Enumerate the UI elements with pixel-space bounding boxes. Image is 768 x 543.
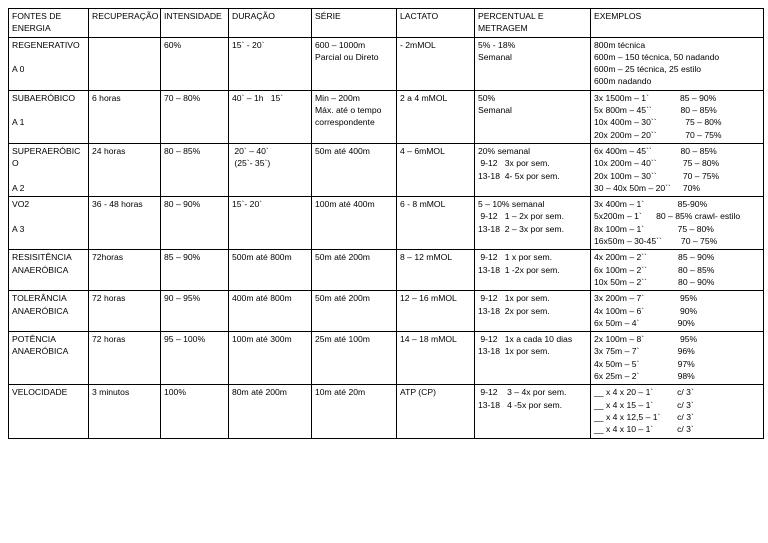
percentual-line: 9-12 1x a cada 10 dias: [478, 334, 573, 345]
fonte-line: O: [12, 158, 19, 169]
exemplos-line: 20x 100m – 30`` 70 – 75%: [594, 170, 720, 181]
cell-exemplos: [591, 90, 764, 143]
cell-percentual: [475, 250, 591, 291]
cell-lactato: [397, 90, 475, 143]
recuperacao-line: 72 horas: [92, 334, 126, 345]
cell-serie: [312, 37, 397, 90]
cell-fonte: [9, 143, 89, 196]
percentual-line: 9-12 1 – 2x por sem.: [478, 211, 564, 222]
header-serie: SÉRIE: [312, 9, 397, 38]
exemplos-line: 600m – 150 técnica, 50 nadando: [594, 51, 720, 62]
exemplos-line: 10x 50m – 2`` 80 – 90%: [594, 276, 715, 287]
cell-percentual: [475, 143, 591, 196]
header-exemplos: EXEMPLOS: [591, 9, 764, 38]
lactato-line: 6 - 8 mMOL: [400, 199, 446, 210]
header-fontes: FONTES DE ENERGIA: [9, 9, 89, 38]
cell-duracao: [229, 197, 312, 250]
exemplos-line: 5x 800m – 45`` 80 – 85%: [594, 105, 717, 116]
percentual-line: 50%: [478, 92, 496, 103]
serie-line: 600 – 1000m: [315, 39, 366, 50]
cell-exemplos: [591, 385, 764, 438]
percentual-line: 13-18 1x por sem.: [478, 346, 550, 357]
fonte-line: ANAERÓBICA: [12, 264, 69, 275]
exemplos-line: 6x 50m – 4` 90%: [594, 317, 695, 328]
cell-serie: [312, 250, 397, 291]
percentual-line: 13-18 4- 5x por sem.: [478, 170, 560, 181]
duracao-line: 40` – 1h 15`: [232, 92, 284, 103]
cell-exemplos: [591, 37, 764, 90]
cell-fonte: [9, 37, 89, 90]
cell-fonte: [9, 90, 89, 143]
serie-line: correspondente: [315, 117, 375, 128]
cell-intensidade: [161, 197, 229, 250]
cell-exemplos: [591, 332, 764, 385]
duracao-line: 100m até 300m: [232, 334, 292, 345]
table-body: [9, 37, 764, 438]
cell-lactato: [397, 385, 475, 438]
cell-recuperacao: [89, 197, 161, 250]
training-zones-table: [8, 8, 764, 439]
table-row: [9, 90, 764, 143]
cell-percentual: [475, 90, 591, 143]
table-row: [9, 291, 764, 332]
cell-lactato: [397, 197, 475, 250]
exemplos-line: 6x 25m – 2` 98%: [594, 371, 695, 382]
duracao-line: 15` - 20`: [232, 39, 265, 50]
fonte-line: POTÊNCIA: [12, 334, 56, 345]
exemplos-line: 600m – 25 técnica, 25 estilo: [594, 64, 702, 75]
exemplos-line: 8x 100m – 1` 75 – 80%: [594, 223, 714, 234]
fonte-line: REGENERATIVO: [12, 39, 80, 50]
cell-duracao: [229, 250, 312, 291]
fonte-line: VELOCIDADE: [12, 387, 68, 398]
exemplos-line: __ x 4 x 10 – 1` c/ 3`: [594, 424, 694, 435]
cell-intensidade: [161, 385, 229, 438]
cell-lactato: [397, 332, 475, 385]
percentual-line: 9-12 3 – 4x por sem.: [478, 387, 567, 398]
exemplos-line: 16x50m – 30-45`` 70 – 75%: [594, 236, 718, 247]
cell-fonte: [9, 250, 89, 291]
cell-exemplos: [591, 197, 764, 250]
cell-percentual: [475, 37, 591, 90]
exemplos-line: 3x 75m – 7` 96%: [594, 346, 695, 357]
header-lactato: LACTATO: [397, 9, 475, 38]
intensidade-line: 80 – 85%: [164, 145, 201, 156]
cell-recuperacao: [89, 385, 161, 438]
lactato-line: 4 – 6mMOL: [400, 145, 445, 156]
percentual-line: 9-12 1x por sem.: [478, 293, 550, 304]
exemplos-line: 600m nadando: [594, 76, 652, 87]
cell-recuperacao: [89, 37, 161, 90]
duracao-line: 500m até 800m: [232, 252, 292, 263]
recuperacao-line: 36 - 48 horas: [92, 199, 143, 210]
fonte-line: A 2: [12, 182, 25, 193]
cell-duracao: [229, 90, 312, 143]
cell-intensidade: [161, 250, 229, 291]
table-row: [9, 385, 764, 438]
recuperacao-line: 24 horas: [92, 145, 126, 156]
cell-intensidade: [161, 37, 229, 90]
percentual-line: 20% semanal: [478, 145, 531, 156]
lactato-line: ATP (CP): [400, 387, 436, 398]
serie-line: Parcial ou Direto: [315, 51, 379, 62]
cell-duracao: [229, 291, 312, 332]
cell-percentual: [475, 385, 591, 438]
fonte-line: SUPERAERÓBIC: [12, 145, 81, 156]
cell-intensidade: [161, 291, 229, 332]
recuperacao-line: [92, 39, 157, 51]
serie-line: Min – 200m: [315, 92, 360, 103]
header-percentual: PERCENTUAL E METRAGEM: [475, 9, 591, 38]
header-intensidade: INTENSIDADE: [161, 9, 229, 38]
fonte-line: SUBAERÓBICO: [12, 92, 76, 103]
intensidade-line: 90 – 95%: [164, 293, 201, 304]
table-row: [9, 143, 764, 196]
table-row: [9, 250, 764, 291]
fonte-line: ANAERÓBICA: [12, 346, 69, 357]
fonte-line: TOLERÂNCIA: [12, 293, 67, 304]
exemplos-line: 5x200m – 1` 80 – 85% crawl- estilo: [594, 211, 741, 222]
exemplos-line: 3x 1500m – 1` 85 – 90%: [594, 92, 717, 103]
header-recuperacao: RECUPERAÇÃO: [89, 9, 161, 38]
exemplos-line: 800m técnica: [594, 39, 646, 50]
duracao-line: 80m até 200m: [232, 387, 287, 398]
cell-serie: [312, 143, 397, 196]
exemplos-line: 4x 50m – 5` 97%: [594, 358, 695, 369]
fonte-line: RESISITÊNCIA: [12, 252, 72, 263]
cell-serie: [312, 291, 397, 332]
intensidade-line: 80 – 90%: [164, 199, 201, 210]
fonte-line: [12, 51, 85, 63]
intensidade-line: 85 – 90%: [164, 252, 201, 263]
cell-lactato: [397, 291, 475, 332]
exemplos-line: __ x 4 x 15 – 1` c/ 3`: [594, 399, 694, 410]
exemplos-line: __ x 4 x 20 – 1` c/ 3`: [594, 387, 694, 398]
cell-lactato: [397, 37, 475, 90]
cell-duracao: [229, 332, 312, 385]
serie-line: 10m até 20m: [315, 387, 366, 398]
duracao-line: 20` – 40`: [232, 145, 269, 156]
cell-serie: [312, 197, 397, 250]
exemplos-line: 10x 400m – 30`` 75 – 80%: [594, 117, 722, 128]
cell-percentual: [475, 332, 591, 385]
cell-exemplos: [591, 143, 764, 196]
cell-percentual: [475, 291, 591, 332]
header-row: [9, 9, 764, 38]
intensidade-line: 95 – 100%: [164, 334, 206, 345]
cell-percentual: [475, 197, 591, 250]
cell-duracao: [229, 385, 312, 438]
cell-fonte: [9, 385, 89, 438]
cell-recuperacao: [89, 332, 161, 385]
fonte-line: A 1: [12, 117, 25, 128]
exemplos-line: 2x 100m – 8` 95%: [594, 334, 698, 345]
cell-lactato: [397, 143, 475, 196]
percentual-line: 13-18 4 -5x por sem.: [478, 399, 563, 410]
cell-lactato: [397, 250, 475, 291]
exemplos-line: 4x 100m – 6` 90%: [594, 305, 698, 316]
fonte-line: A 0: [12, 64, 25, 75]
duracao-line: 400m até 800m: [232, 293, 292, 304]
fonte-line: A 3: [12, 223, 25, 234]
lactato-line: 14 – 18 mMOL: [400, 334, 457, 345]
fonte-line: VO2: [12, 199, 30, 210]
lactato-line: 12 – 16 mMOL: [400, 293, 457, 304]
table-row: [9, 197, 764, 250]
table-row: [9, 332, 764, 385]
cell-recuperacao: [89, 250, 161, 291]
cell-serie: [312, 90, 397, 143]
cell-intensidade: [161, 90, 229, 143]
fonte-line: [12, 104, 85, 116]
intensidade-line: 70 – 80%: [164, 92, 201, 103]
percentual-line: 5 – 10% semanal: [478, 199, 545, 210]
fonte-line: ANAERÓBICA: [12, 305, 69, 316]
serie-line: 50m até 200m: [315, 252, 370, 263]
percentual-line: 9-12 1 x por sem.: [478, 252, 553, 263]
serie-line: 25m até 100m: [315, 334, 370, 345]
cell-fonte: [9, 291, 89, 332]
serie-line: 50m até 200m: [315, 293, 370, 304]
percentual-line: 13-18 1 -2x por sem.: [478, 264, 560, 275]
intensidade-line: 100%: [164, 387, 186, 398]
cell-intensidade: [161, 332, 229, 385]
exemplos-line: 4x 200m – 2`` 85 – 90%: [594, 252, 715, 263]
exemplos-line: 3x 400m – 1` 85-90%: [594, 199, 708, 210]
cell-duracao: [229, 37, 312, 90]
fonte-line: [12, 210, 85, 222]
exemplos-line: 6x 400m – 45`` 80 – 85%: [594, 145, 717, 156]
percentual-line: 13-18 2x por sem.: [478, 305, 550, 316]
cell-recuperacao: [89, 291, 161, 332]
duracao-line: 15`- 20`: [232, 199, 263, 210]
serie-line: 50m até 400m: [315, 145, 370, 156]
serie-line: 100m até 400m: [315, 199, 375, 210]
exemplos-line: 10x 200m – 40`` 75 – 80%: [594, 158, 720, 169]
cell-fonte: [9, 332, 89, 385]
percentual-line: Semanal: [478, 51, 512, 62]
cell-recuperacao: [89, 90, 161, 143]
intensidade-line: 60%: [164, 39, 182, 50]
cell-intensidade: [161, 143, 229, 196]
recuperacao-line: 72horas: [92, 252, 124, 263]
exemplos-line: __ x 4 x 12,5 – 1` c/ 3`: [594, 411, 694, 422]
duracao-line: (25`- 35`): [232, 158, 271, 169]
percentual-line: 5% - 18%: [478, 39, 516, 50]
serie-line: Máx. até o tempo: [315, 105, 382, 116]
exemplos-line: 20x 200m – 20`` 70 – 75%: [594, 129, 722, 140]
exemplos-line: 3x 200m – 7` 95%: [594, 293, 698, 304]
recuperacao-line: 72 horas: [92, 293, 126, 304]
percentual-line: Semanal: [478, 105, 512, 116]
percentual-line: 13-18 2 – 3x por sem.: [478, 223, 564, 234]
cell-exemplos: [591, 250, 764, 291]
lactato-line: - 2mMOL: [400, 39, 436, 50]
table-row: [9, 37, 764, 90]
exemplos-line: 30 – 40x 50m – 20`` 70%: [594, 182, 701, 193]
lactato-line: 8 – 12 mMOL: [400, 252, 453, 263]
cell-serie: [312, 332, 397, 385]
cell-fonte: [9, 197, 89, 250]
recuperacao-line: 3 minutos: [92, 387, 130, 398]
header-duracao: DURAÇÃO: [229, 9, 312, 38]
cell-recuperacao: [89, 143, 161, 196]
cell-duracao: [229, 143, 312, 196]
cell-serie: [312, 385, 397, 438]
lactato-line: 2 a 4 mMOL: [400, 92, 448, 103]
recuperacao-line: 6 horas: [92, 92, 121, 103]
percentual-line: 9-12 3x por sem.: [478, 158, 550, 169]
cell-exemplos: [591, 291, 764, 332]
exemplos-line: 6x 100m – 2`` 80 – 85%: [594, 264, 715, 275]
fonte-line: [12, 170, 85, 182]
